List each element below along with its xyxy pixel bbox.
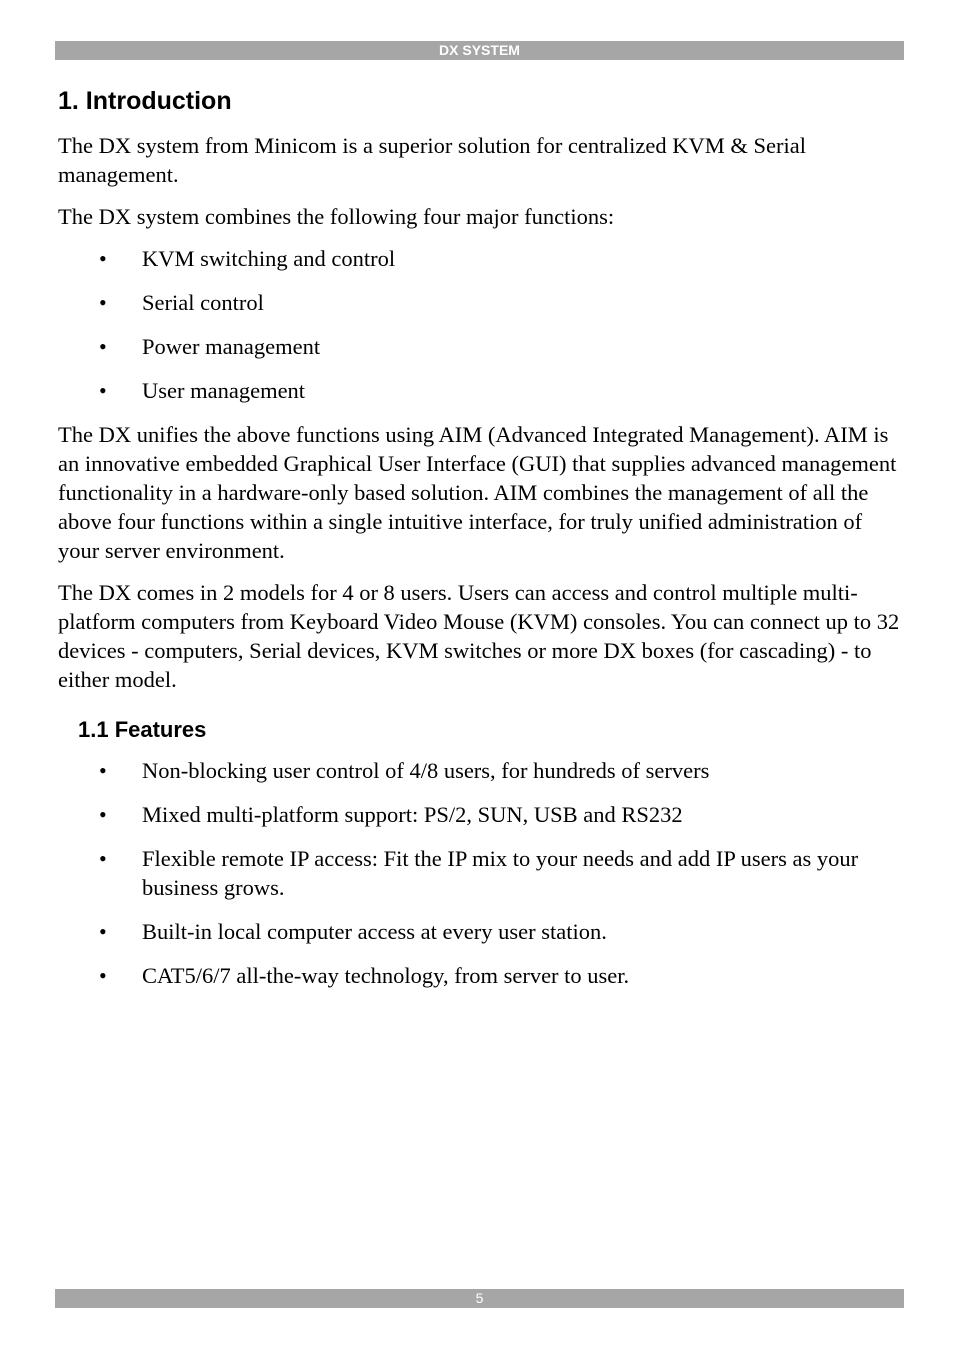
bullet-icon: • xyxy=(99,802,107,827)
list-item: • Serial control xyxy=(99,290,264,315)
bullet-icon: • xyxy=(99,378,107,403)
functions-list xyxy=(58,244,904,405)
list-item: • Built-in local computer access at every user station. xyxy=(99,919,607,944)
section-heading-features: 1.1 Features xyxy=(78,717,207,742)
bullet-icon: • xyxy=(99,846,107,871)
bullet-icon: • xyxy=(99,334,107,359)
page-number: 5 xyxy=(475,1290,484,1306)
intro-paragraph-2: The DX system combines the following four major functions: xyxy=(58,204,615,229)
list-item: • KVM switching and control xyxy=(99,246,396,271)
list-item: • Power management xyxy=(99,334,321,359)
list-item: • CAT5/6/7 all-the-way technology, from server to user. xyxy=(99,963,630,988)
footer-bar xyxy=(55,1289,904,1308)
intro-paragraph-4: The DX comes in 2 models for 4 or 8 users. Users can access and control multiple multi-platform computers from Keyboard Video Mouse (KVM) consoles. You can connect up to 32 devices - computers, Serial devices, KVM switches or more DX boxes (for cascading) - to either model. xyxy=(58,580,900,692)
bullet-icon: • xyxy=(99,246,107,271)
section-heading-introduction: 1. Introduction xyxy=(58,87,232,115)
page-content xyxy=(58,82,904,1005)
header-title: DX SYSTEM xyxy=(439,42,520,58)
list-item: • Flexible remote IP access: Fit the IP mix to your needs and add IP users as your business grows. xyxy=(99,846,859,900)
list-item: • Mixed multi-platform support: PS/2, SUN, USB and RS232 xyxy=(99,802,683,827)
intro-paragraph-1: The DX system from Minicom is a superior solution for centralized KVM & Serial management. xyxy=(58,133,806,187)
features-list xyxy=(58,756,904,990)
bullet-icon: • xyxy=(99,290,107,315)
bullet-icon: • xyxy=(99,963,107,988)
bullet-icon: • xyxy=(99,758,107,783)
list-item: • Non-blocking user control of 4/8 users, for hundreds of servers xyxy=(99,758,710,783)
intro-paragraph-3: The DX unifies the above functions using AIM (Advanced Integrated Management). AIM is an innovative embedded Graphical User Interface (GUI) that supplies advanced management functionality in a hardware-only based solution. AIM combines the management of all the above four functions within a single intuitive interface, for truly unified administration of your server environment. xyxy=(58,422,897,563)
header-bar xyxy=(55,41,904,60)
bullet-icon: • xyxy=(99,919,107,944)
list-item: • User management xyxy=(99,378,306,403)
